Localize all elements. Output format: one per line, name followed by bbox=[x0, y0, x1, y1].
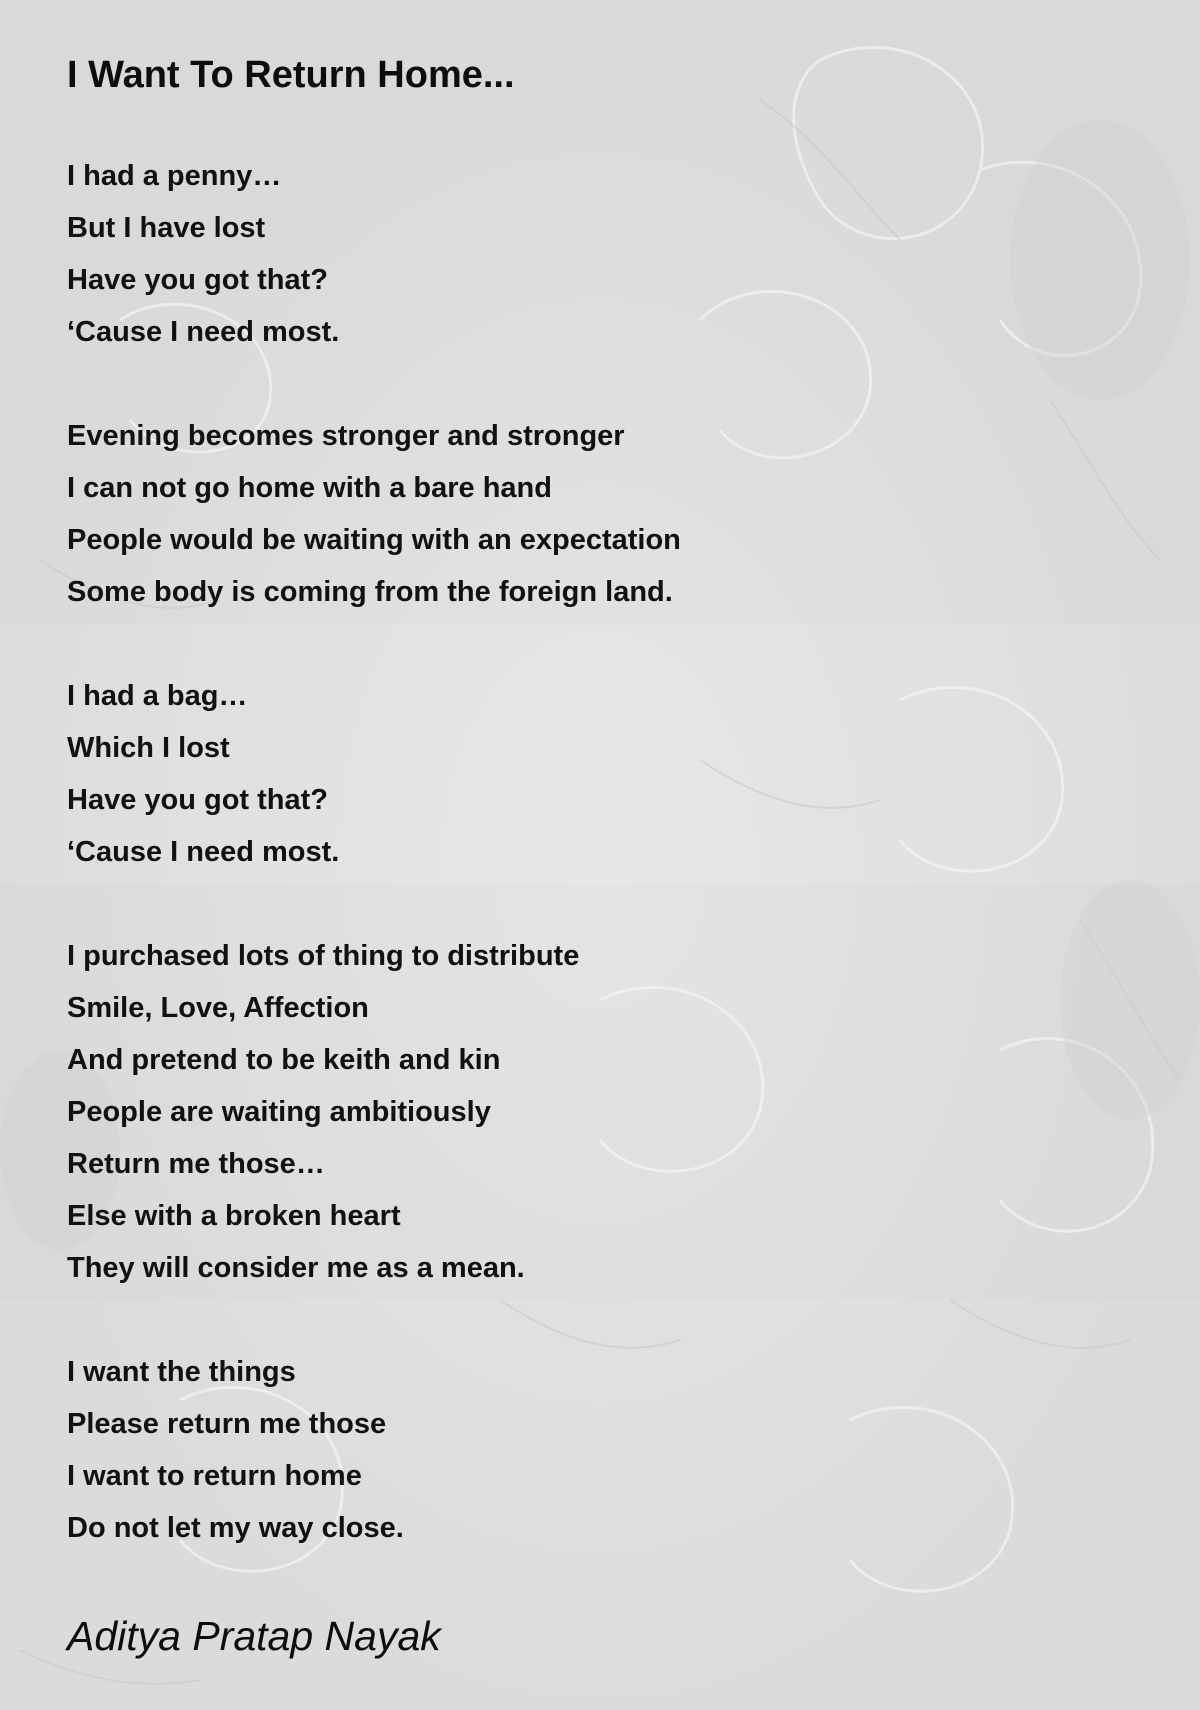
poem-line: Have you got that? bbox=[67, 784, 329, 816]
stanza-break bbox=[67, 1294, 681, 1346]
poem-line: They will consider me as a mean. bbox=[67, 1252, 525, 1284]
poem-line: And pretend to be keith and kin bbox=[67, 1044, 501, 1076]
poem-line: Please return me those bbox=[67, 1408, 387, 1440]
poem-line: Evening becomes stronger and stronger bbox=[67, 420, 625, 452]
poem-line: ‘Cause I need most. bbox=[67, 316, 340, 348]
poem-line: I want the things bbox=[67, 1356, 296, 1388]
poem-line: Some body is coming from the foreign land. bbox=[67, 576, 673, 608]
poem-author: Aditya Pratap Nayak bbox=[67, 1613, 441, 1659]
poem-body bbox=[67, 150, 681, 1554]
poem-line: People are waiting ambitiously bbox=[67, 1096, 491, 1128]
poem-line: I had a penny… bbox=[67, 160, 282, 192]
stanza-break bbox=[67, 618, 681, 670]
poem-line: ‘Cause I need most. bbox=[67, 836, 340, 868]
poem-line: Else with a broken heart bbox=[67, 1200, 401, 1232]
poem-line: Smile, Love, Affection bbox=[67, 992, 369, 1024]
poem-line: Return me those… bbox=[67, 1148, 325, 1180]
poem-line: I want to return home bbox=[67, 1460, 362, 1492]
poem-line: People would be waiting with an expectation bbox=[67, 524, 681, 556]
poem-title: I Want To Return Home... bbox=[67, 54, 515, 96]
stanza-break bbox=[67, 358, 681, 410]
poem-line: I had a bag… bbox=[67, 680, 248, 712]
poem-line: I can not go home with a bare hand bbox=[67, 472, 552, 504]
poem-line: Do not let my way close. bbox=[67, 1512, 404, 1544]
poem-line: Which I lost bbox=[67, 732, 230, 764]
poem-line: Have you got that? bbox=[67, 264, 329, 296]
poem-line: I purchased lots of thing to distribute bbox=[67, 940, 580, 972]
stanza-break bbox=[67, 878, 681, 930]
poem-line: But I have lost bbox=[67, 212, 266, 244]
